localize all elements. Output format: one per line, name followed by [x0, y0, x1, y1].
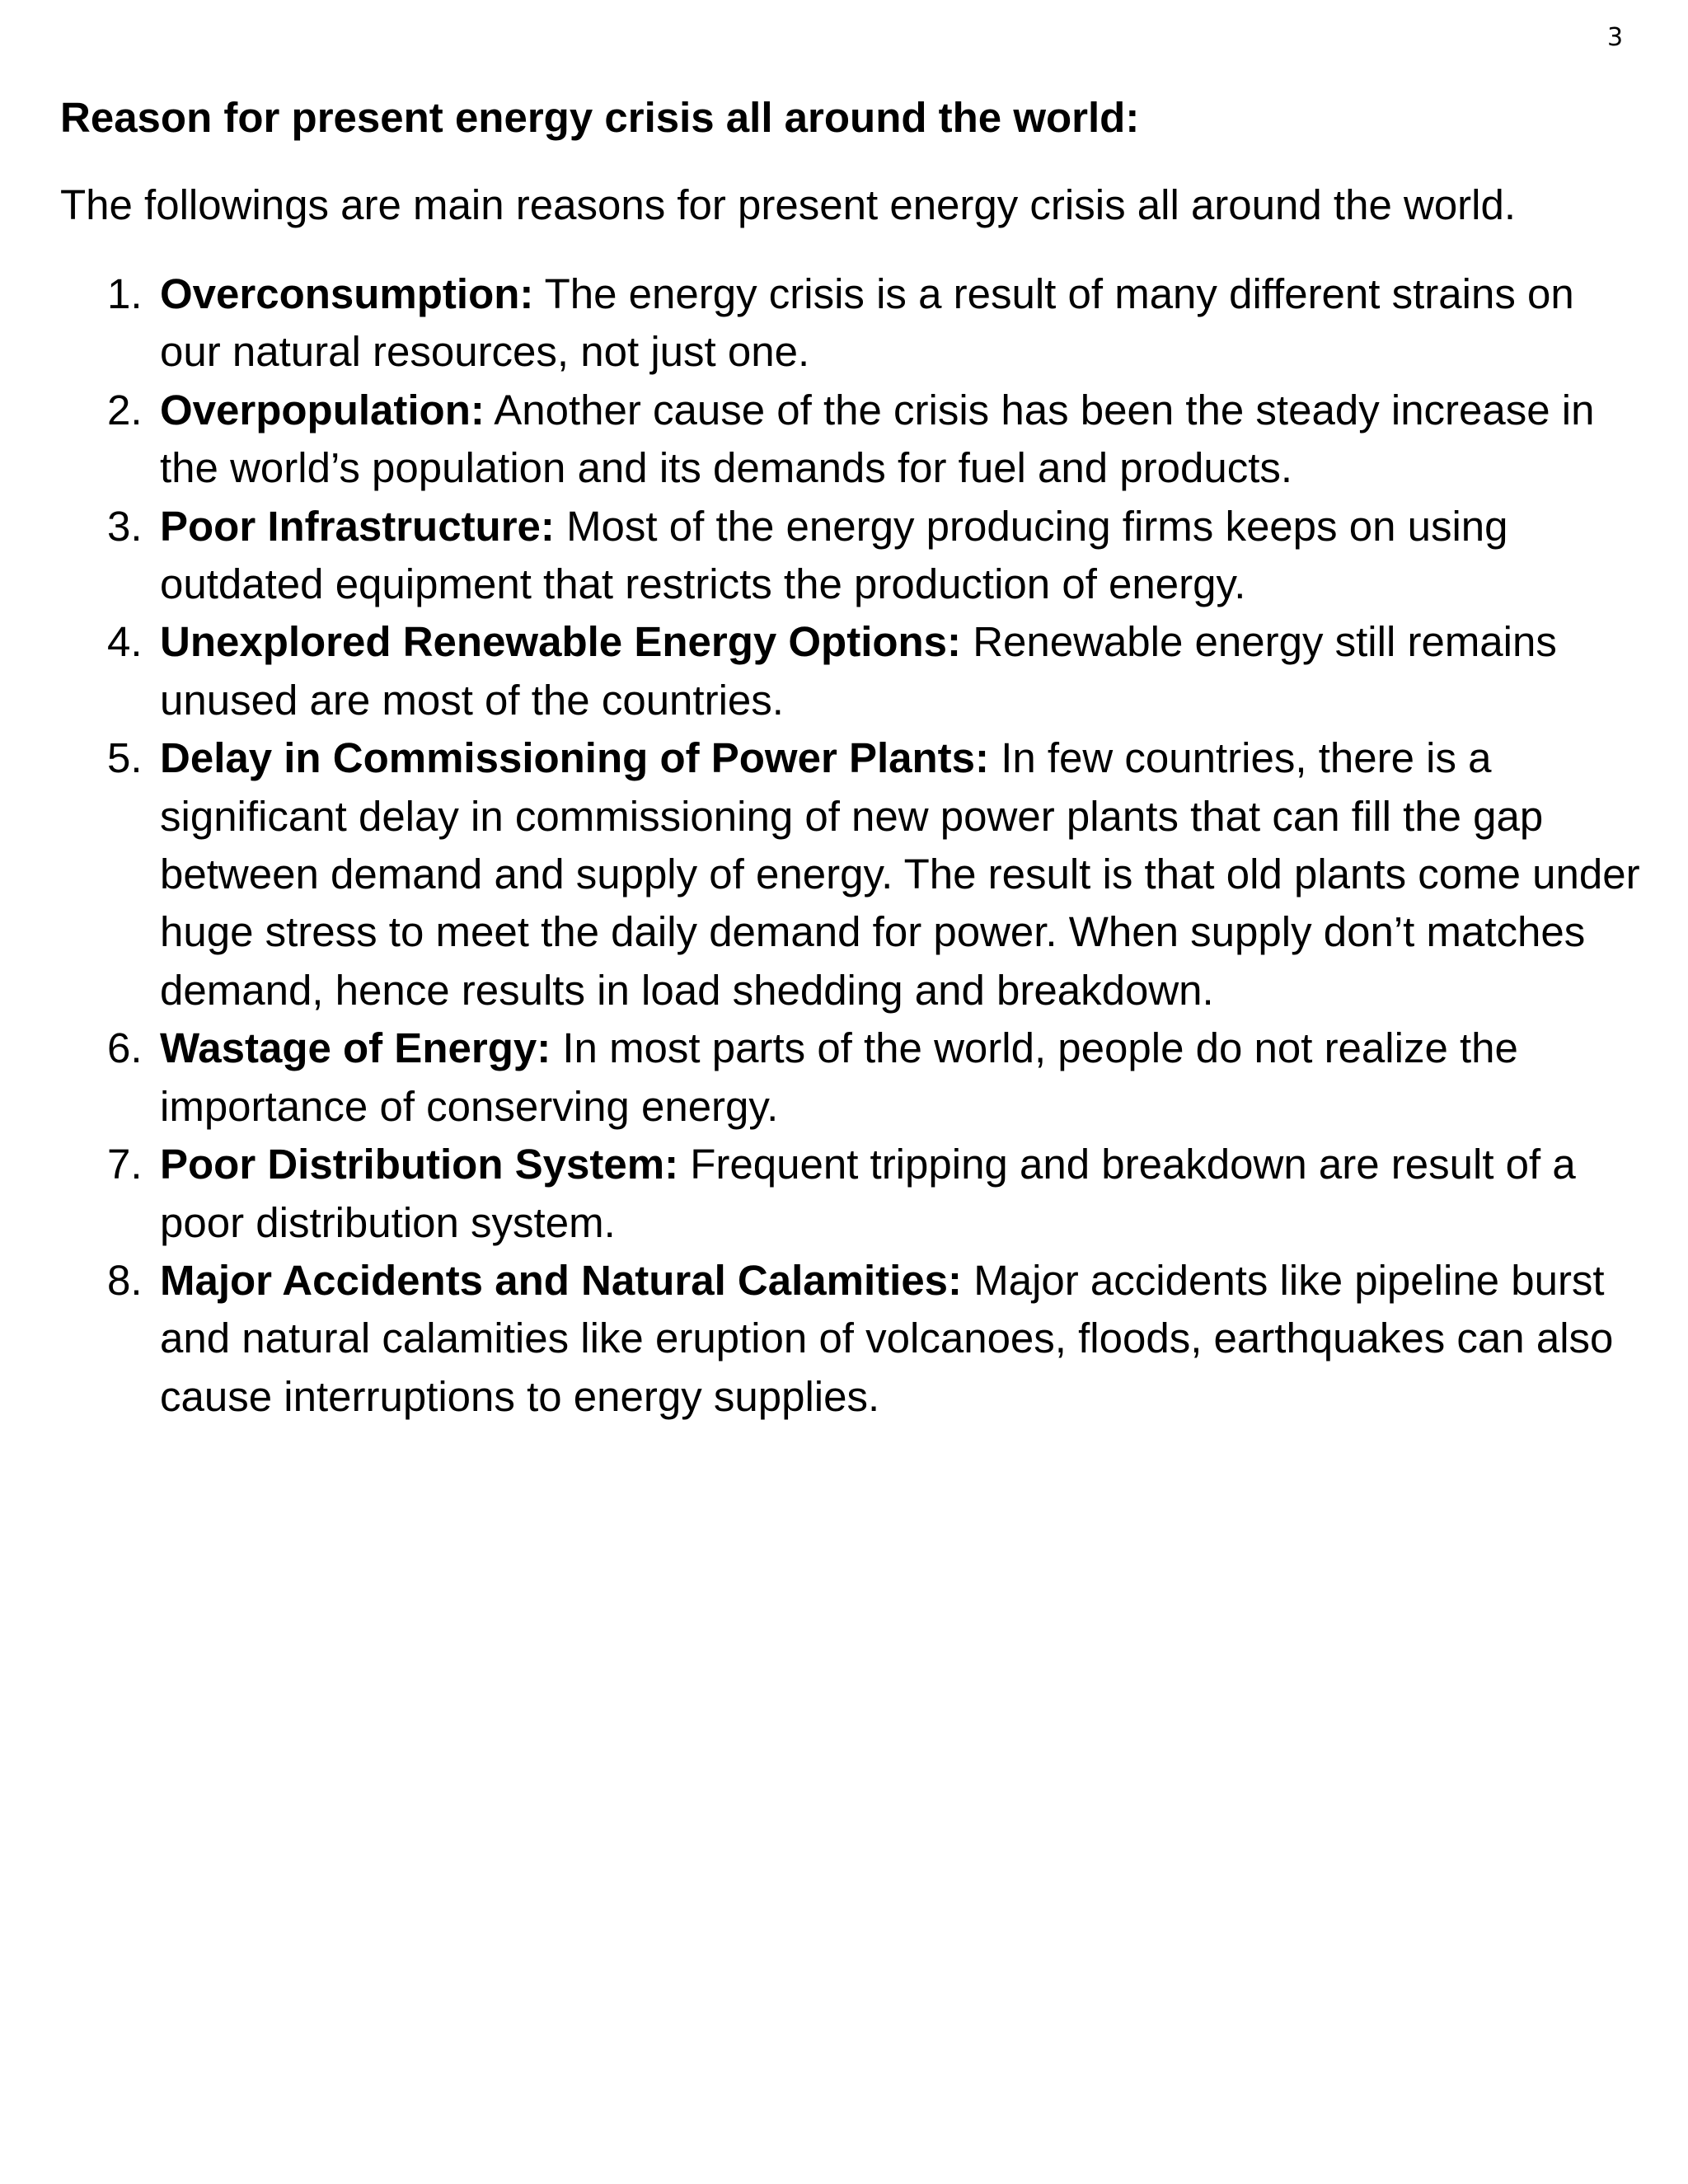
reason-text: Frequent tripping and breakdown are result of a poor distribution system.	[160, 1141, 1576, 1246]
reason-item	[0, 498, 1640, 614]
reason-item	[0, 1136, 1640, 1252]
page-number: 3	[1607, 23, 1624, 52]
reason-title: Poor Infrastructure:	[160, 502, 555, 550]
reason-item	[0, 1252, 1640, 1426]
reason-title: Overpopulation:	[160, 386, 485, 434]
reason-number: 6.	[107, 1024, 143, 1072]
reason-item	[0, 265, 1640, 382]
reason-title: Major Accidents and Natural Calamities:	[160, 1256, 963, 1304]
reason-text: Another cause of the crisis has been the steady increase in the world’s population and its demands for fuel and products.	[160, 386, 1595, 492]
reason-number: 2.	[107, 386, 143, 434]
reason-text: In few countries, there is a significant delay in commissioning of new power plants that can fill the gap between demand and supply of energy. The result is that old plants come under huge stress to meet the daily demand for power. When supply don’t matches demand, hence results in load shedding and breakdown.	[160, 734, 1640, 1014]
reason-text: The energy crisis is a result of many different strains on our natural resources, not just one.	[160, 270, 1574, 376]
reason-title: Unexplored Renewable Energy Options:	[160, 618, 962, 666]
reason-number: 8.	[107, 1256, 143, 1304]
section-heading: Reason for present energy crisis all around the world:	[60, 94, 1140, 141]
reason-number: 1.	[107, 270, 143, 317]
reason-number: 7.	[107, 1141, 143, 1188]
reason-number: 5.	[107, 734, 143, 782]
reason-item	[0, 1019, 1640, 1136]
reason-number: 4.	[107, 618, 143, 666]
reason-number: 3.	[107, 502, 143, 550]
reason-text: Most of the energy producing firms keeps on using outdated equipment that restricts the production of energy.	[160, 502, 1508, 608]
intro-paragraph: The followings are main reasons for present energy crisis all around the world.	[60, 181, 1517, 228]
reason-list	[0, 265, 1640, 1426]
reason-title: Delay in Commissioning of Power Plants:	[160, 734, 990, 782]
reason-text: Major accidents like pipeline burst and natural calamities like eruption of volcanoes, floods, earthquakes can also cause interruptions to energy supplies.	[160, 1256, 1614, 1420]
reason-title: Wastage of Energy:	[160, 1024, 551, 1072]
reason-item	[0, 613, 1640, 729]
reason-item	[0, 729, 1640, 1019]
reason-text: Renewable energy still remains unused are most of the countries.	[160, 618, 1557, 724]
reason-title: Poor Distribution System:	[160, 1141, 679, 1188]
reason-title: Overconsumption:	[160, 270, 534, 317]
reason-text: In most parts of the world, people do not realize the importance of conserving energy.	[160, 1024, 1518, 1130]
reason-item	[0, 382, 1640, 498]
